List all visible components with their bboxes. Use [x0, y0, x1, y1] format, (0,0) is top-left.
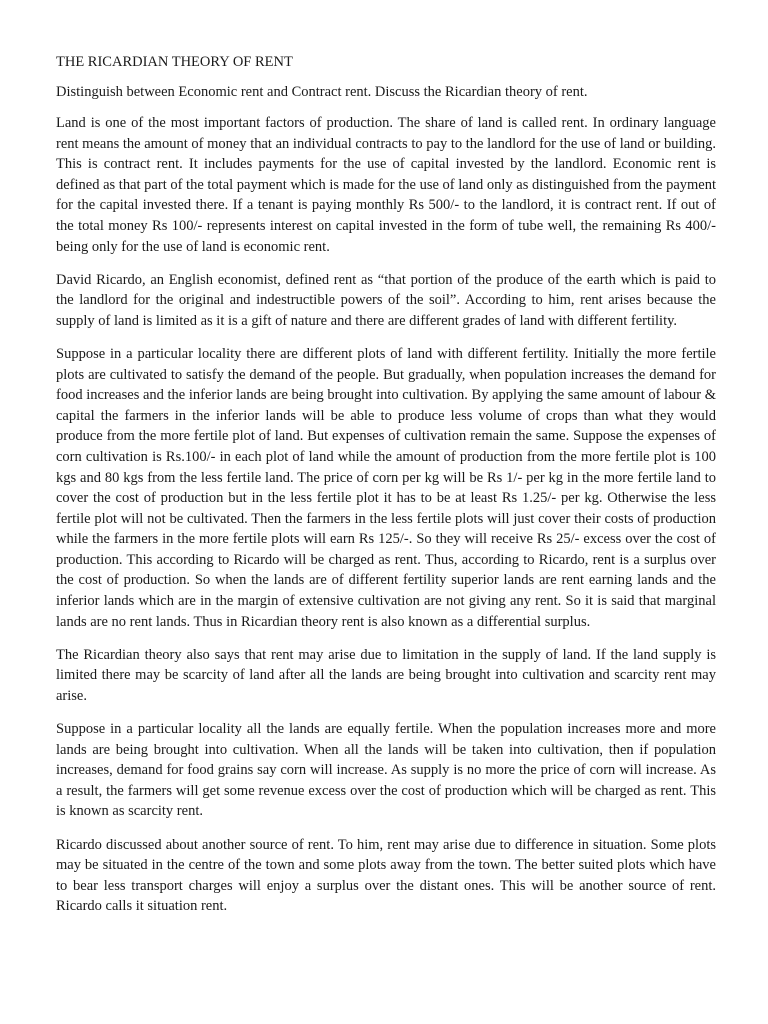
document-page: [56, 52, 716, 929]
paragraph-limited-supply: The Ricardian theory also says that rent may arise due to limitation in the supply of land. If the land supply is limited there may be scarcity of land after all the lands are being brought into cultivation and scarcity rent may arise.: [56, 646, 716, 704]
paragraph-differential-rent: Suppose in a particular locality there are different plots of land with different fertility. Initially the more fertile plots are cultivated to satisfy the demand of the people. But gradually, when population increases the demand for food increases and the inferior lands are being brought into cultivation. By applying the same amount of labour & capital the farmers in the inferior lands will be able to produce less volume of crops than what they would produce from the more fertile plot of land. But expenses of cultivation remain the same. Suppose the expenses of corn cultivation is Rs.100/- in each plot of land while the amount of production from the more fertile plot is 100 kgs and 80 kgs from the less fertile land. The price of corn per kg will be Rs 1/- per kg in the more fertile land to cover the cost of production but in the less fertile plot it has to be at least Rs 1.25/- per kg. Otherwise the less fertile plot will not be cultivated. Then the farmers in the less fertile plots will just cover their costs of production while the farmers in the more fertile plots will earn Rs 125/-. So they will receive Rs 25/- excess over the cost of production. This according to Ricardo will be charged as rent. Thus, according to Ricardo, rent is a surplus over the cost of production. So when the lands are of different fertility superior lands are rent earning lands and the inferior lands which are in the margin of extensive cultivation are not giving any rent. So it is said that marginal lands are no rent lands. Thus in Ricardian theory rent is also known as a differential surplus.: [56, 345, 716, 630]
paragraph-ricardo-definition: David Ricardo, an English economist, defined rent as “that portion of the produce of the earth which is paid to the landlord for the original and indestructible powers of the soil”. According to him, rent arises because the supply of land is limited as it is a gift of nature and there are different grades of land with different fertility.: [56, 271, 716, 329]
paragraph-situation-rent: Ricardo discussed about another source of rent. To him, rent may arise due to difference in situation. Some plots may be situated in the centre of the town and some plots away from the town. The better suited plots which have to bear less transport charges will enjoy a surplus over the distant ones. This will be another source of rent. Ricardo calls it situation rent.: [56, 836, 716, 915]
document-title: THE RICARDIAN THEORY OF RENT: [56, 54, 293, 70]
paragraph-scarcity-rent: Suppose in a particular locality all the lands are equally fertile. When the population increases more and more lands are being brought into cultivation. When all the lands will be taken into cultivation, then if population increases, demand for food grains say corn will increase. As supply is no more the price of corn will increase. As a result, the farmers will get some revenue excess over the cost of production which will be charged as rent. This is known as scarcity rent.: [56, 721, 716, 820]
question-line: Distinguish between Economic rent and Contract rent. Discuss the Ricardian theory of rent.: [56, 84, 588, 100]
paragraph-economic-rent: Land is one of the most important factors of production. The share of land is called rent. In ordinary language rent means the amount of money that an individual contracts to pay to the landlord for the use of land or building. This is contract rent. It includes payments for the use of capital invested by the landlord. Economic rent is defined as that part of the total payment which is made for the use of land only as distinguished from the payment for the capital invested there. If a tenant is paying monthly Rs 500/- to the landlord, it is contract rent. If out of the total money Rs 100/- represents interest on capital invested in the form of tube well, the remaining Rs 400/- being only for the use of land is economic rent.: [56, 115, 716, 255]
